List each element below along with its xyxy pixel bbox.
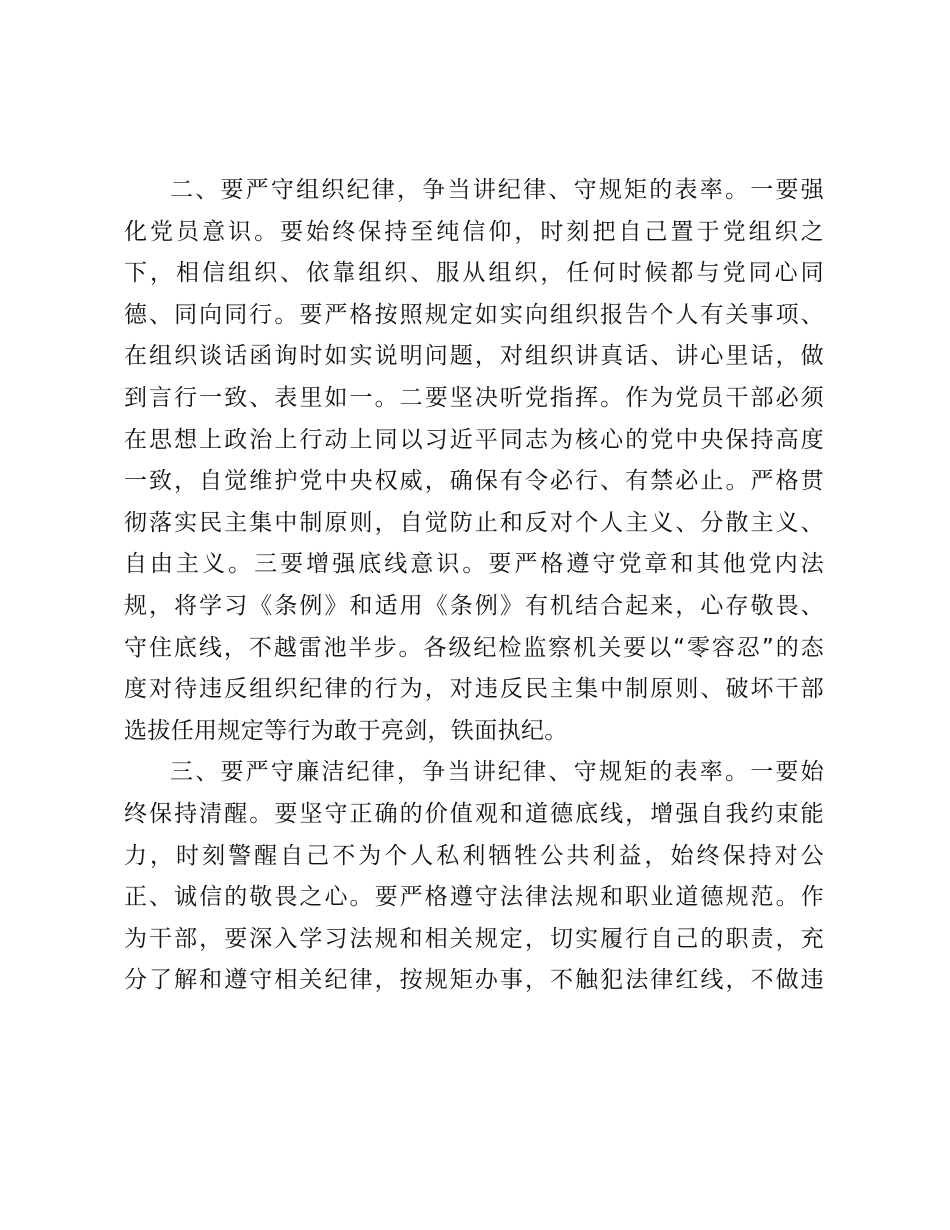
text-line: 度对待违反组织纪律的行为，对违反民主集中制原则、破坏干部 bbox=[124, 676, 824, 703]
text-line: 为干部，要深入学习法规和相关规定，切实履行自己的职责，充 bbox=[124, 925, 824, 952]
text-line: 到言行一致、表里如一。二要坚决听党指挥。作为党员干部必须 bbox=[124, 384, 824, 411]
text-line: 在组织谈话函询时如实说明问题，对组织讲真话、讲心里话，做 bbox=[124, 343, 824, 370]
text-line: 分了解和遵守相关纪律，按规矩办事，不触犯法律红线，不做违 bbox=[124, 967, 824, 994]
text-line: 下，相信组织、依靠组织、服从组织，任何时候都与党同心同 bbox=[124, 260, 824, 287]
text-line: 选拔任用规定等行为敢于亮剑，铁面执纪。 bbox=[124, 717, 568, 744]
text-line: 守住底线，不越雷池半步。各级纪检监察机关要以“零容忍”的态 bbox=[124, 634, 824, 661]
paragraph-organization-discipline bbox=[124, 170, 824, 752]
text-line: 自由主义。三要增强底线意识。要严格遵守党章和其他党内法 bbox=[124, 551, 824, 578]
text-line: 德、同向同行。要严格按照规定如实向组织报告个人有关事项、 bbox=[124, 301, 824, 328]
text-line: 彻落实民主集中制原则，自觉防止和反对个人主义、分散主义、 bbox=[124, 509, 824, 536]
text-line: 化党员意识。要始终保持至纯信仰，时刻把自己置于党组织之 bbox=[124, 218, 824, 245]
document-body bbox=[124, 170, 824, 1002]
text-line: 一致，自觉维护党中央权威，确保有令必行、有禁必止。严格贯 bbox=[124, 468, 824, 495]
text-line: 规，将学习《条例》和适用《条例》有机结合起来，心存敬畏、 bbox=[124, 592, 824, 619]
text-line: 终保持清醒。要坚守正确的价值观和道德底线，增强自我约束能 bbox=[124, 800, 824, 827]
text-line: 在思想上政治上行动上同以习近平同志为核心的党中央保持高度 bbox=[124, 426, 824, 453]
text-line: 三、要严守廉洁纪律，争当讲纪律、守规矩的表率。一要始 bbox=[170, 759, 824, 786]
text-line: 力，时刻警醒自己不为个人私利牺牲公共利益，始终保持对公 bbox=[124, 842, 824, 869]
text-line: 二、要严守组织纪律，争当讲纪律、守规矩的表率。一要强 bbox=[170, 177, 824, 203]
paragraph-integrity-discipline bbox=[124, 752, 824, 1002]
text-line: 正、诚信的敬畏之心。要严格遵守法律法规和职业道德规范。作 bbox=[124, 884, 824, 911]
